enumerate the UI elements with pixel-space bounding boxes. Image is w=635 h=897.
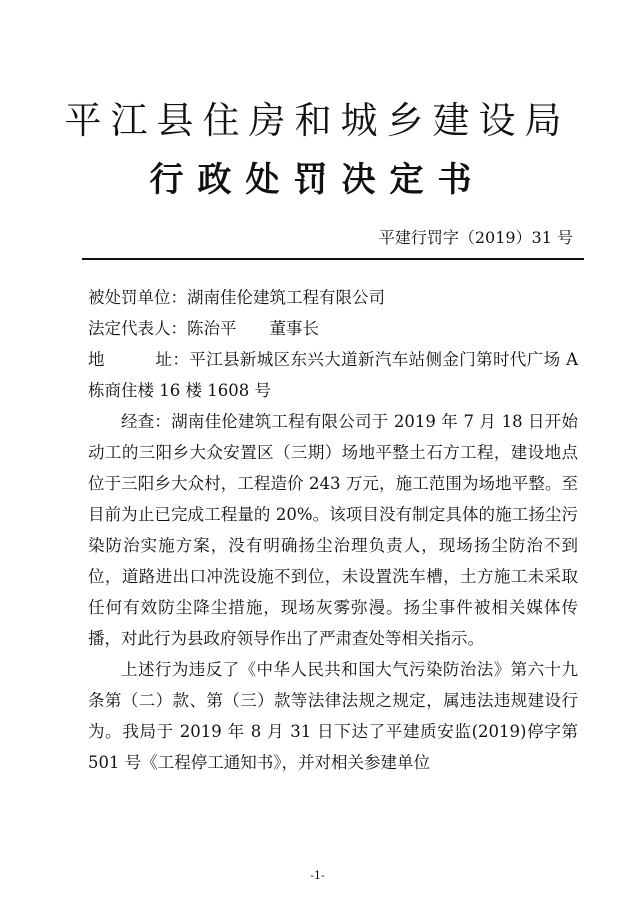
header-divider [82,258,584,260]
penalized-unit: 被处罚单位：湖南佳伦建筑工程有限公司 [88,288,385,307]
document-title: 行政处罚决定书 [149,160,486,200]
findings-paragraph: 经查：湖南佳伦建筑工程有限公司于 2019 年 7 月 18 日开始动工的三阳乡大众安置区（三期）场地平整土石方工程，建设地点位于三阳乡大众村，工程造价 243 万元，施工范围为场地平整。至目前为止已完成工程量的 20%。该项目没有制定具体的施工扬尘污染防治实施方案，没有明确扬尘治理负责人，现场扬尘防治不到位，道路进出口冲洗设施不到位，未设置洗车槽，土方施工未采取任何有效防尘降尘措施，现场灰雾弥漫。扬尘事件被相关媒体传播，对此行为县政府领导作出了严肃查处等相关指示。 [88,412,578,648]
document-body [88,282,578,778]
agency-name: 平江县住房和城乡建设局 [64,99,571,142]
address: 地 址：平江县新城区东兴大道新汽车站侧金门第时代广场 A 栋商住楼 16 楼 1608 号 [88,350,578,400]
page-number: -1- [310,869,325,882]
violation-paragraph: 上述行为违反了《中华人民共和国大气污染防治法》第六十九条第（二）款、第（三）款等法律法规之规定，属违法违规建设行为。我局于 2019 年 8 月 31 日下达了平建质安监(2019)停字第 501 号《工程停工通知书》，并对相关参建单位 [88,660,578,772]
legal-representative: 法定代表人：陈治平 董事长 [88,319,319,338]
document-number: 平建行罚字（2019）31 号 [378,228,573,247]
